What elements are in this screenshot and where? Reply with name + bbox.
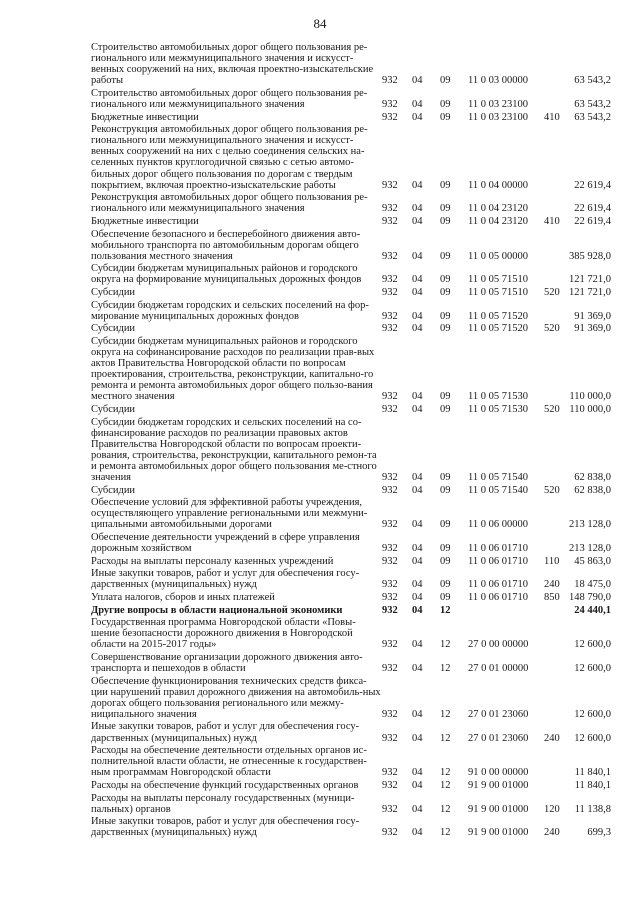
target-article-code: 91 9 00 01000 (468, 803, 529, 815)
amount-value: 11 840,1 (574, 767, 611, 779)
expense-type-code: 520 (544, 403, 560, 415)
grbs-code: 932 (382, 555, 398, 567)
subsection-code: 12 (440, 639, 451, 651)
amount-value: 121 721,0 (569, 286, 611, 298)
amount-value: 148 790,0 (569, 591, 611, 603)
subsection-code: 09 (440, 471, 451, 483)
table-row (91, 229, 611, 262)
section-code: 04 (412, 179, 423, 191)
section-code: 04 (412, 767, 423, 779)
subsection-code: 09 (440, 98, 451, 110)
table-row (91, 124, 611, 191)
amount-value: 62 838,0 (574, 484, 611, 496)
table-row (91, 323, 611, 334)
page-number: 84 (313, 16, 327, 31)
table-row (91, 417, 611, 484)
grbs-code: 932 (382, 323, 398, 335)
grbs-code: 932 (382, 203, 398, 215)
subsection-code: 09 (440, 519, 451, 531)
target-article-code: 91 0 00 00000 (468, 767, 529, 779)
table-row (91, 745, 611, 778)
table-row (91, 676, 611, 720)
row-name: Совершенствование организации дорожного движения авто-транспорта и пешеходов в области (91, 651, 363, 674)
table-row (91, 605, 611, 616)
expense-type-code: 410 (544, 111, 560, 123)
table-row (91, 112, 611, 123)
section-code: 04 (412, 732, 423, 744)
section-code: 04 (412, 543, 423, 555)
row-name: Другие вопросы в области национальной экономики (91, 604, 343, 616)
row-name: Обеспечение условий для эффективной работы учреждения, осуществляющего управление региональными или межмуни-ципальными автомобильными дорогами (91, 497, 368, 531)
grbs-code: 932 (382, 543, 398, 555)
amount-value: 24 440,1 (574, 604, 611, 616)
grbs-code: 932 (382, 639, 398, 651)
budget-table-body (91, 42, 611, 838)
subsection-code: 09 (440, 323, 451, 335)
amount-value: 63 543,2 (574, 98, 611, 110)
target-article-code: 11 0 05 71510 (468, 286, 528, 298)
section-code: 04 (412, 75, 423, 87)
target-article-code: 11 0 05 71540 (468, 471, 528, 483)
subsection-code: 09 (440, 310, 451, 322)
amount-value: 385 928,0 (569, 250, 611, 262)
grbs-code: 932 (382, 604, 398, 616)
amount-value: 12 600,0 (574, 732, 611, 744)
target-article-code: 11 0 06 01710 (468, 555, 528, 567)
section-code: 04 (412, 471, 423, 483)
row-name: Обеспечение безопасного и бесперебойного движения авто-мобильного транспорта по автомобильным дорогам общего пользования местного значения (91, 228, 361, 262)
section-code: 04 (412, 215, 423, 227)
expense-type-code: 240 (544, 827, 560, 839)
grbs-code: 932 (382, 708, 398, 720)
subsection-code: 09 (440, 286, 451, 298)
subsection-code: 09 (440, 215, 451, 227)
target-article-code: 27 0 01 23060 (468, 708, 529, 720)
subsection-code: 09 (440, 403, 451, 415)
section-code: 04 (412, 708, 423, 720)
row-name: Субсидии (91, 403, 136, 415)
expense-type-code: 120 (544, 803, 560, 815)
amount-value: 121 721,0 (569, 274, 611, 286)
grbs-code: 932 (382, 591, 398, 603)
grbs-code: 932 (382, 579, 398, 591)
subsection-code: 09 (440, 75, 451, 87)
amount-value: 91 369,0 (574, 310, 611, 322)
target-article-code: 11 0 05 71530 (468, 403, 528, 415)
subsection-code: 12 (440, 732, 451, 744)
target-article-code: 91 9 00 01000 (468, 827, 529, 839)
row-name: Субсидии бюджетам городских и сельских поселений на фор-мирование муниципальных дорожных фондов (91, 299, 369, 322)
row-name: Обеспечение функционирования технических средств фикса-ции нарушений правил дорожного движения на автомобиль-ных дорогах общего пользования регионального или межму-ниципального значения (91, 675, 381, 720)
section-code: 04 (412, 310, 423, 322)
section-code: 04 (412, 274, 423, 286)
target-article-code: 11 0 06 00000 (468, 519, 528, 531)
subsection-code: 12 (440, 662, 451, 674)
target-article-code: 11 0 06 01710 (468, 579, 528, 591)
amount-value: 699,3 (587, 827, 611, 839)
subsection-code: 09 (440, 203, 451, 215)
section-code: 04 (412, 98, 423, 110)
target-article-code: 11 0 05 71510 (468, 274, 528, 286)
amount-value: 12 600,0 (574, 708, 611, 720)
section-code: 04 (412, 403, 423, 415)
grbs-code: 932 (382, 111, 398, 123)
section-code: 04 (412, 484, 423, 496)
grbs-code: 932 (382, 403, 398, 415)
expense-type-code: 520 (544, 484, 560, 496)
table-row (91, 556, 611, 567)
row-name: Реконструкция автомобильных дорог общего пользования ре-гионального или межмуниципального значения и искусст-венных сооружений на них с целью соединения сельских на-селенных пунктов круглогодичной связью с сетью автомо-бильных дорог общего пользования по дорогам с твердым покрытием, включая проектно-изыскательские работы (91, 124, 368, 191)
table-row (91, 497, 611, 530)
section-code: 04 (412, 555, 423, 567)
table-row (91, 485, 611, 496)
target-article-code: 11 0 03 23100 (468, 111, 528, 123)
table-row (91, 532, 611, 554)
subsection-code: 12 (440, 827, 451, 839)
grbs-code: 932 (382, 662, 398, 674)
table-row (91, 721, 611, 743)
amount-value: 91 369,0 (574, 323, 611, 335)
grbs-code: 932 (382, 179, 398, 191)
amount-value: 11 840,1 (574, 779, 611, 791)
table-row (91, 336, 611, 403)
amount-value: 22 619,4 (574, 179, 611, 191)
section-code: 04 (412, 604, 423, 616)
row-name: Субсидии (91, 286, 136, 298)
subsection-code: 12 (440, 767, 451, 779)
target-article-code: 11 0 04 00000 (468, 179, 528, 191)
expense-type-code: 850 (544, 591, 560, 603)
target-article-code: 11 0 04 23120 (468, 203, 528, 215)
row-name: Строительство автомобильных дорог общего пользования ре-гионального или межмуниципального значения и искусст-венных сооружений на них, включая проектно-изыскательские работы (91, 42, 374, 87)
section-code: 04 (412, 591, 423, 603)
amount-value: 63 543,2 (574, 75, 611, 87)
grbs-code: 932 (382, 827, 398, 839)
table-row (91, 816, 611, 838)
subsection-code: 12 (440, 803, 451, 815)
table-row (91, 592, 611, 603)
row-name: Иные закупки товаров, работ и услуг для обеспечения госу-дарственных (муниципальных) нужд (91, 568, 360, 591)
table-row (91, 793, 611, 815)
table-row (91, 263, 611, 285)
amount-value: 213 128,0 (569, 543, 611, 555)
subsection-code: 09 (440, 591, 451, 603)
target-article-code: 11 0 05 71530 (468, 391, 528, 403)
subsection-code: 09 (440, 543, 451, 555)
table-row (91, 216, 611, 227)
row-name: Субсидии бюджетам муниципальных районов и городского округа на софинансирование расходов по реализации прав-вых актов Правительства Новгородской области по вопросам проектирования, строительства, реконструкции, капитально-го ремонта и ремонта автомобильных дорог общего пользо-вания местного значения (91, 335, 375, 403)
grbs-code: 932 (382, 310, 398, 322)
table-row (91, 300, 611, 322)
target-article-code: 11 0 03 00000 (468, 75, 528, 87)
table-row (91, 617, 611, 650)
row-name: Расходы на обеспечение функций государственных органов (91, 779, 359, 791)
grbs-code: 932 (382, 98, 398, 110)
target-article-code: 27 0 01 23060 (468, 732, 529, 744)
grbs-code: 932 (382, 286, 398, 298)
row-name: Бюджетные инвестиции (91, 111, 199, 123)
section-code: 04 (412, 579, 423, 591)
subsection-code: 09 (440, 555, 451, 567)
amount-value: 63 543,2 (574, 111, 611, 123)
target-article-code: 11 0 06 01710 (468, 543, 528, 555)
subsection-code: 09 (440, 484, 451, 496)
row-name: Уплата налогов, сборов и иных платежей (91, 591, 275, 603)
grbs-code: 932 (382, 803, 398, 815)
target-article-code: 11 0 05 71520 (468, 323, 528, 335)
grbs-code: 932 (382, 391, 398, 403)
section-code: 04 (412, 803, 423, 815)
amount-value: 18 475,0 (574, 579, 611, 591)
amount-value: 110 000,0 (569, 403, 611, 415)
target-article-code: 11 0 04 23120 (468, 215, 528, 227)
row-name: Субсидии (91, 484, 136, 496)
target-article-code: 27 0 01 00000 (468, 662, 529, 674)
section-code: 04 (412, 250, 423, 262)
subsection-code: 12 (440, 779, 451, 791)
grbs-code: 932 (382, 215, 398, 227)
target-article-code: 11 0 05 71540 (468, 484, 528, 496)
expense-type-code: 240 (544, 732, 560, 744)
row-name: Расходы на выплаты персоналу казенных учреждений (91, 555, 334, 567)
table-row (91, 652, 611, 674)
grbs-code: 932 (382, 732, 398, 744)
grbs-code: 932 (382, 75, 398, 87)
section-code: 04 (412, 203, 423, 215)
amount-value: 45 863,0 (574, 555, 611, 567)
subsection-code: 09 (440, 274, 451, 286)
amount-value: 12 600,0 (574, 662, 611, 674)
section-code: 04 (412, 286, 423, 298)
target-article-code: 27 0 00 00000 (468, 639, 529, 651)
amount-value: 12 600,0 (574, 639, 611, 651)
row-name: Иные закупки товаров, работ и услуг для обеспечения госу-дарственных (муниципальных) нужд (91, 721, 360, 744)
subsection-code: 12 (440, 708, 451, 720)
row-name: Реконструкция автомобильных дорог общего пользования ре-гионального или межмуниципального значения (91, 192, 368, 215)
target-article-code: 11 0 05 00000 (468, 250, 528, 262)
table-row (91, 42, 611, 86)
section-code: 04 (412, 111, 423, 123)
grbs-code: 932 (382, 767, 398, 779)
section-code: 04 (412, 662, 423, 674)
expense-type-code: 410 (544, 215, 560, 227)
section-code: 04 (412, 519, 423, 531)
row-name: Расходы на выплаты персоналу государственных (муници-пальных) органов (91, 792, 355, 815)
subsection-code: 09 (440, 391, 451, 403)
budget-table (91, 42, 611, 840)
table-row (91, 568, 611, 590)
subsection-code: 09 (440, 179, 451, 191)
section-code: 04 (412, 827, 423, 839)
section-code: 04 (412, 391, 423, 403)
grbs-code: 932 (382, 471, 398, 483)
amount-value: 11 138,8 (574, 803, 611, 815)
expense-type-code: 240 (544, 579, 560, 591)
amount-value: 22 619,4 (574, 215, 611, 227)
section-code: 04 (412, 323, 423, 335)
row-name: Государственная программа Новгородской области «Повы-шение безопасности дорожного движения в Новгородской области на 2015-2017 годы» (91, 617, 356, 651)
expense-type-code: 110 (544, 555, 560, 567)
row-name: Субсидии бюджетам городских и сельских поселений на со-финансирование расходов по реализации правовых актов Правительства Новгородской области по вопросам проекти-рования, строительства, реконструкции, капитального ремон-та и ремонта автомобильных дорог общего пользования ме-стного значения (91, 416, 377, 483)
grbs-code: 932 (382, 519, 398, 531)
subsection-code: 09 (440, 111, 451, 123)
row-name: Расходы на обеспечение деятельности отдельных органов ис-полнительной власти области, не отнесенные к государствен-ным программам Новгородской области (91, 745, 367, 779)
expense-type-code: 520 (544, 286, 560, 298)
target-article-code: 91 9 00 01000 (468, 779, 529, 791)
row-name: Строительство автомобильных дорог общего пользования ре-гионального или межмуниципального значения (91, 87, 368, 110)
amount-value: 22 619,4 (574, 203, 611, 215)
target-article-code: 11 0 06 01710 (468, 591, 528, 603)
subsection-code: 09 (440, 579, 451, 591)
grbs-code: 932 (382, 484, 398, 496)
grbs-code: 932 (382, 779, 398, 791)
table-row (91, 88, 611, 110)
amount-value: 213 128,0 (569, 519, 611, 531)
table-row (91, 404, 611, 415)
row-name: Обеспечение деятельности учреждений в сфере управления дорожным хозяйством (91, 531, 360, 555)
amount-value: 110 000,0 (569, 391, 611, 403)
row-name: Бюджетные инвестиции (91, 215, 199, 227)
amount-value: 62 838,0 (574, 471, 611, 483)
table-row (91, 287, 611, 298)
section-code: 04 (412, 639, 423, 651)
section-code: 04 (412, 779, 423, 791)
table-row (91, 780, 611, 791)
row-name: Иные закупки товаров, работ и услуг для обеспечения госу-дарственных (муниципальных) нужд (91, 816, 360, 839)
expense-type-code: 520 (544, 323, 560, 335)
row-name: Субсидии бюджетам муниципальных районов и городского округа на формирование муниципальных дорожных фондов (91, 263, 362, 286)
table-row (91, 192, 611, 214)
target-article-code: 11 0 03 23100 (468, 98, 528, 110)
target-article-code: 11 0 05 71520 (468, 310, 528, 322)
grbs-code: 932 (382, 274, 398, 286)
grbs-code: 932 (382, 250, 398, 262)
subsection-code: 09 (440, 250, 451, 262)
row-name: Субсидии (91, 323, 136, 335)
subsection-code: 12 (440, 604, 451, 616)
